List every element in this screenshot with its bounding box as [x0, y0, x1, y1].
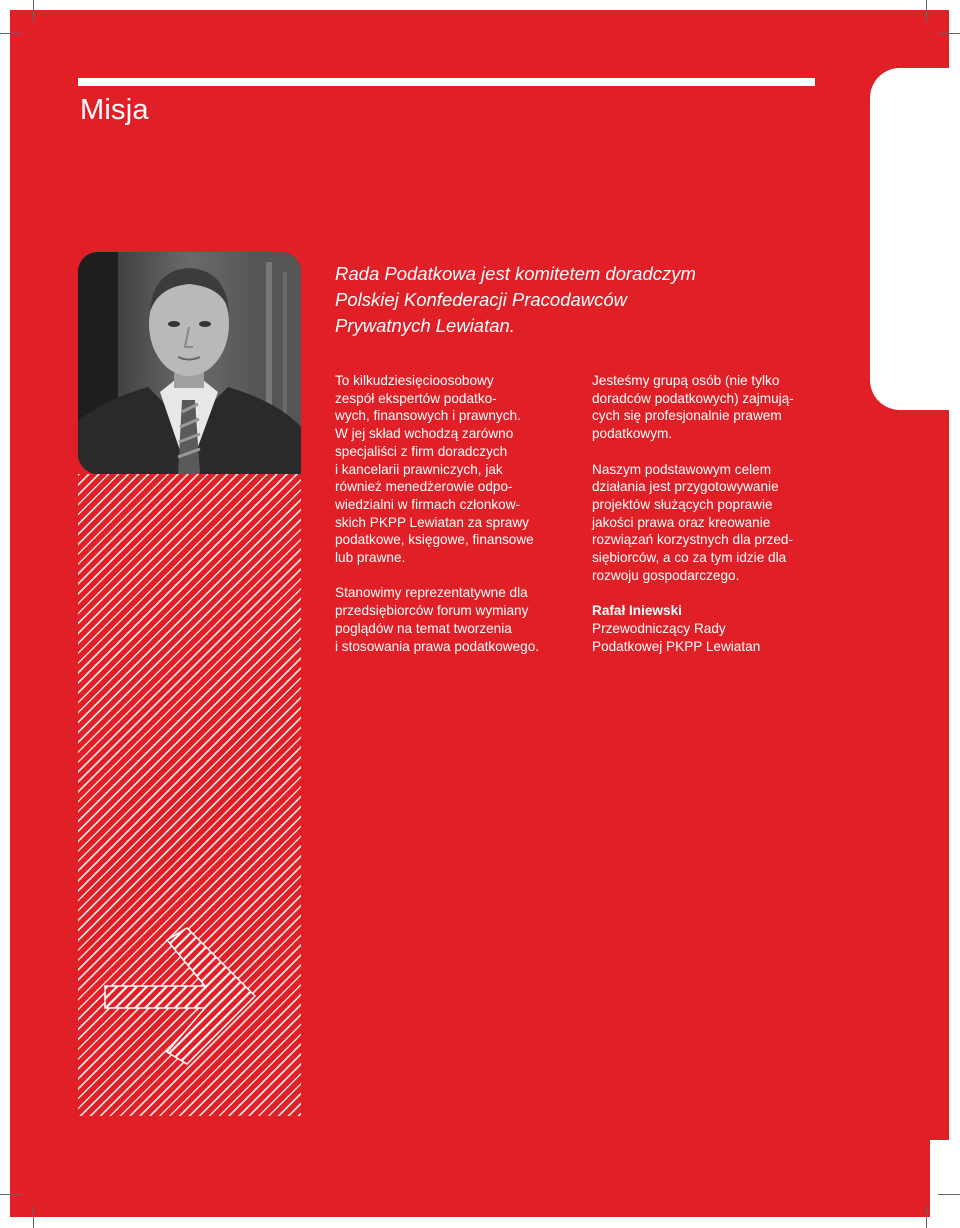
signature-role: Przewodniczący Rady [592, 620, 726, 636]
page-tab-notch [870, 68, 950, 410]
crop-mark [0, 33, 22, 34]
intro-statement [335, 261, 755, 339]
arrow-right-icon [95, 918, 275, 1073]
text-line: jakości prawa oraz kreowanie [592, 514, 771, 530]
text-line: cych się profesjonalnie prawem [592, 408, 782, 424]
portrait-photo [78, 252, 301, 474]
intro-line: Polskiej Konfederacji Pracodawców [335, 289, 628, 310]
text-line: To kilkudziesięcioosobowy [335, 373, 494, 388]
text-line: zespół ekspertów podatko- [335, 390, 497, 406]
text-line: Jesteśmy grupą osób (nie tylko [592, 373, 780, 388]
header-rule [78, 78, 815, 86]
text-line: i stosowania prawa podatkowego. [335, 638, 540, 654]
crop-mark [938, 1194, 960, 1195]
left-text-column [335, 372, 565, 673]
intro-line: Rada Podatkowa jest komitetem doradczym [335, 263, 696, 284]
text-line: i kancelarii prawniczych, jak [335, 461, 503, 477]
text-line: rozwoju gospodarczego. [592, 567, 740, 583]
text-line: również menedżerowie odpo- [335, 479, 513, 495]
text-line: specjaliści z firm doradczych [335, 443, 508, 459]
right-text-column [592, 372, 827, 673]
text-line: doradców podatkowych) zajmują- [592, 390, 794, 406]
signature [592, 602, 827, 655]
crop-mark [938, 33, 960, 34]
paragraph [335, 584, 565, 655]
crop-mark [33, 1206, 34, 1228]
text-line: lub prawne. [335, 550, 406, 566]
signature-name: Rafał Iniewski [592, 603, 682, 619]
text-line: W jej skład wchodzą zarówno [335, 426, 514, 442]
text-line: Naszym podstawowym celem [592, 461, 772, 477]
crop-mark [926, 1206, 927, 1228]
paragraph [592, 372, 827, 443]
paragraph [335, 372, 565, 567]
text-line: siębiorców, a co za tym idzie dla [592, 550, 787, 566]
page-edge-strip [930, 1140, 960, 1228]
text-line: projektów służących poprawie [592, 496, 773, 512]
crop-mark [926, 0, 927, 22]
intro-line: Prywatnych Lewiatan. [335, 315, 515, 336]
paragraph [592, 461, 827, 585]
text-line: skich PKPP Lewiatan za sprawy [335, 514, 529, 530]
portrait-illustration [78, 252, 301, 474]
text-line: podatkowym. [592, 426, 673, 442]
text-line: wiedzialni w firmach członkow- [335, 496, 521, 512]
text-line: poglądów na temat tworzenia [335, 620, 512, 636]
text-line: podatkowe, księgowe, finansowe [335, 532, 534, 548]
crop-mark [0, 1194, 22, 1195]
text-line: rozwiązań korzystnych dla przed- [592, 532, 793, 548]
text-line: działania jest przygotowywanie [592, 479, 779, 495]
text-line: wych, finansowych i prawnych. [335, 408, 521, 424]
page-title: Misja [80, 94, 149, 126]
signature-role: Podatkowej PKPP Lewiatan [592, 638, 761, 654]
crop-mark [33, 0, 34, 22]
text-line: Stanowimy reprezentatywne dla [335, 585, 528, 601]
text-line: przedsiębiorców forum wymiany [335, 603, 529, 619]
